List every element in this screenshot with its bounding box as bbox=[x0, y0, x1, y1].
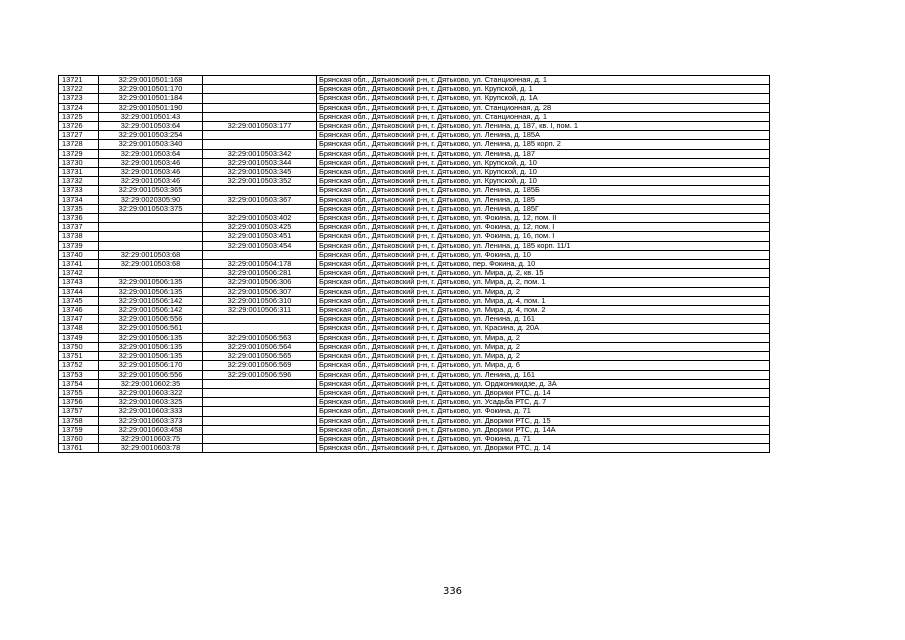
cadastral-number-cell: 32:29:0010602:35 bbox=[99, 379, 203, 388]
table-row bbox=[59, 204, 770, 213]
cadastral-number-cell: 32:29:0010506:135 bbox=[99, 342, 203, 351]
linked-cadastral-number-cell bbox=[203, 112, 317, 121]
address-cell: Брянская обл., Дятьковский р-н, г. Дятьково, ул. Ленина, д. 161 bbox=[317, 315, 770, 324]
cadastral-number-cell: 32:29:0010506:135 bbox=[99, 278, 203, 287]
linked-cadastral-number-cell bbox=[203, 94, 317, 103]
address-cell: Брянская обл., Дятьковский р-н, г. Дятьково, ул. Ленина, д. 185Г bbox=[317, 204, 770, 213]
record-number-cell: 13756 bbox=[59, 398, 99, 407]
address-cell: Брянская обл., Дятьковский р-н, г. Дятьково, ул. Мира, д. 4, пом. 2 bbox=[317, 306, 770, 315]
table-row bbox=[59, 434, 770, 443]
cadastral-number-cell: 32:29:0010603:322 bbox=[99, 388, 203, 397]
linked-cadastral-number-cell bbox=[203, 388, 317, 397]
cadastral-number-cell: 32:29:0010503:64 bbox=[99, 122, 203, 131]
address-cell: Брянская обл., Дятьковский р-н, г. Дятьково, ул. Фокина, д. 71 bbox=[317, 434, 770, 443]
record-number-cell: 13733 bbox=[59, 186, 99, 195]
table-row bbox=[59, 186, 770, 195]
table-row bbox=[59, 214, 770, 223]
address-cell: Брянская обл., Дятьковский р-н, г. Дятьково, ул. Крупской, д. 10 bbox=[317, 168, 770, 177]
address-cell: Брянская обл., Дятьковский р-н, г. Дятьково, ул. Усадьба РТС, д. 7 bbox=[317, 398, 770, 407]
record-number-cell: 13750 bbox=[59, 342, 99, 351]
linked-cadastral-number-cell: 32:29:0010503:345 bbox=[203, 168, 317, 177]
cadastral-number-cell: 32:29:0010503:46 bbox=[99, 158, 203, 167]
record-number-cell: 13726 bbox=[59, 122, 99, 131]
cadastral-number-cell: 32:29:0010503:254 bbox=[99, 131, 203, 140]
address-cell: Брянская обл., Дятьковский р-н, г. Дятьково, ул. Мира, д. 6 bbox=[317, 361, 770, 370]
table-row bbox=[59, 370, 770, 379]
record-number-cell: 13760 bbox=[59, 434, 99, 443]
linked-cadastral-number-cell: 32:29:0010503:344 bbox=[203, 158, 317, 167]
address-cell: Брянская обл., Дятьковский р-н, г. Дятьково, ул. Ленина, д. 187 bbox=[317, 149, 770, 158]
table-row bbox=[59, 388, 770, 397]
cadastral-number-cell: 32:29:0010503:340 bbox=[99, 140, 203, 149]
cadastral-number-cell: 32:29:0010603:325 bbox=[99, 398, 203, 407]
address-cell: Брянская обл., Дятьковский р-н, г. Дятьково, ул. Фокина, д. 12, пом. II bbox=[317, 214, 770, 223]
record-number-cell: 13721 bbox=[59, 76, 99, 85]
cadastral-number-cell: 32:29:0010503:46 bbox=[99, 177, 203, 186]
record-number-cell: 13753 bbox=[59, 370, 99, 379]
address-cell: Брянская обл., Дятьковский р-н, г. Дятьково, ул. Станционная, д. 1 bbox=[317, 112, 770, 121]
record-number-cell: 13751 bbox=[59, 352, 99, 361]
linked-cadastral-number-cell: 32:29:0010503:425 bbox=[203, 223, 317, 232]
record-number-cell: 13757 bbox=[59, 407, 99, 416]
record-number-cell: 13734 bbox=[59, 195, 99, 204]
cadastral-number-cell: 32:29:0010506:142 bbox=[99, 306, 203, 315]
cadastral-number-cell: 32:29:0010503:375 bbox=[99, 204, 203, 213]
table-row bbox=[59, 241, 770, 250]
record-number-cell: 13728 bbox=[59, 140, 99, 149]
linked-cadastral-number-cell bbox=[203, 85, 317, 94]
table-row bbox=[59, 177, 770, 186]
address-cell: Брянская обл., Дятьковский р-н, г. Дятьково, ул. Ленина, д. 161 bbox=[317, 370, 770, 379]
cadastral-number-cell: 32:29:0020305:90 bbox=[99, 195, 203, 204]
linked-cadastral-number-cell bbox=[203, 103, 317, 112]
address-cell: Брянская обл., Дятьковский р-н, г. Дятьково, ул. Ленина, д. 185 bbox=[317, 195, 770, 204]
table-row bbox=[59, 287, 770, 296]
address-cell: Брянская обл., Дятьковский р-н, г. Дятьково, пер. Фокина, д. 10 bbox=[317, 260, 770, 269]
table-row bbox=[59, 398, 770, 407]
table-row bbox=[59, 85, 770, 94]
cadastral-number-cell: 32:29:0010603:75 bbox=[99, 434, 203, 443]
table-row bbox=[59, 260, 770, 269]
record-number-cell: 13730 bbox=[59, 158, 99, 167]
cadastral-number-cell: 32:29:0010506:135 bbox=[99, 352, 203, 361]
record-number-cell: 13759 bbox=[59, 425, 99, 434]
table-row bbox=[59, 361, 770, 370]
record-number-cell: 13738 bbox=[59, 232, 99, 241]
linked-cadastral-number-cell bbox=[203, 425, 317, 434]
record-number-cell: 13752 bbox=[59, 361, 99, 370]
cadastral-number-cell bbox=[99, 223, 203, 232]
address-cell: Брянская обл., Дятьковский р-н, г. Дятьково, ул. Мира, д. 2, кв. 15 bbox=[317, 269, 770, 278]
registry-table bbox=[58, 75, 770, 453]
address-cell: Брянская обл., Дятьковский р-н, г. Дятьково, ул. Дворики РТС, д. 14 bbox=[317, 388, 770, 397]
table-row bbox=[59, 232, 770, 241]
linked-cadastral-number-cell bbox=[203, 140, 317, 149]
cadastral-number-cell: 32:29:0010603:78 bbox=[99, 444, 203, 453]
table-row bbox=[59, 306, 770, 315]
record-number-cell: 13755 bbox=[59, 388, 99, 397]
record-number-cell: 13735 bbox=[59, 204, 99, 213]
address-cell: Брянская обл., Дятьковский р-н, г. Дятьково, ул. Дворики РТС, д. 15 bbox=[317, 416, 770, 425]
cadastral-number-cell: 32:29:0010501:170 bbox=[99, 85, 203, 94]
address-cell: Брянская обл., Дятьковский р-н, г. Дятьково, ул. Крупской, д. 1А bbox=[317, 94, 770, 103]
record-number-cell: 13725 bbox=[59, 112, 99, 121]
cadastral-number-cell bbox=[99, 269, 203, 278]
address-cell: Брянская обл., Дятьковский р-н, г. Дятьково, ул. Мира, д. 2 bbox=[317, 333, 770, 342]
cadastral-number-cell: 32:29:0010506:556 bbox=[99, 315, 203, 324]
table-row bbox=[59, 131, 770, 140]
cadastral-number-cell: 32:29:0010603:373 bbox=[99, 416, 203, 425]
record-number-cell: 13731 bbox=[59, 168, 99, 177]
table-row bbox=[59, 76, 770, 85]
linked-cadastral-number-cell: 32:29:0010506:569 bbox=[203, 361, 317, 370]
cadastral-number-cell: 32:29:0010506:561 bbox=[99, 324, 203, 333]
table-row bbox=[59, 140, 770, 149]
linked-cadastral-number-cell bbox=[203, 416, 317, 425]
table-row bbox=[59, 158, 770, 167]
address-cell: Брянская обл., Дятьковский р-н, г. Дятьково, ул. Красина, д. 20А bbox=[317, 324, 770, 333]
table-row bbox=[59, 94, 770, 103]
table-row bbox=[59, 333, 770, 342]
table-row bbox=[59, 315, 770, 324]
cadastral-number-cell: 32:29:0010506:142 bbox=[99, 296, 203, 305]
address-cell: Брянская обл., Дятьковский р-н, г. Дятьково, ул. Ленина, д. 185Б bbox=[317, 186, 770, 195]
record-number-cell: 13754 bbox=[59, 379, 99, 388]
address-cell: Брянская обл., Дятьковский р-н, г. Дятьково, ул. Крупской, д. 1 bbox=[317, 85, 770, 94]
address-cell: Брянская обл., Дятьковский р-н, г. Дятьково, ул. Фокина, д. 12, пом. I bbox=[317, 223, 770, 232]
address-cell: Брянская обл., Дятьковский р-н, г. Дятьково, ул. Мира, д. 4, пом. 1 bbox=[317, 296, 770, 305]
table-row bbox=[59, 379, 770, 388]
table-row bbox=[59, 149, 770, 158]
cadastral-number-cell: 32:29:0010506:170 bbox=[99, 361, 203, 370]
linked-cadastral-number-cell bbox=[203, 250, 317, 259]
address-cell: Брянская обл., Дятьковский р-н, г. Дятьково, ул. Ленина, д. 185 корп. 11/1 bbox=[317, 241, 770, 250]
address-cell: Брянская обл., Дятьковский р-н, г. Дятьково, ул. Дворики РТС, д. 14 bbox=[317, 444, 770, 453]
address-cell: Брянская обл., Дятьковский р-н, г. Дятьково, ул. Мира, д. 2 bbox=[317, 342, 770, 351]
linked-cadastral-number-cell: 32:29:0010504:178 bbox=[203, 260, 317, 269]
address-cell: Брянская обл., Дятьковский р-н, г. Дятьково, ул. Фокина, д. 71 bbox=[317, 407, 770, 416]
cadastral-number-cell: 32:29:0010506:556 bbox=[99, 370, 203, 379]
linked-cadastral-number-cell: 32:29:0010503:454 bbox=[203, 241, 317, 250]
table-row bbox=[59, 444, 770, 453]
cadastral-number-cell: 32:29:0010603:333 bbox=[99, 407, 203, 416]
cadastral-number-cell: 32:29:0010503:64 bbox=[99, 149, 203, 158]
address-cell: Брянская обл., Дятьковский р-н, г. Дятьково, ул. Мира, д. 2 bbox=[317, 352, 770, 361]
cadastral-number-cell: 32:29:0010501:184 bbox=[99, 94, 203, 103]
address-cell: Брянская обл., Дятьковский р-н, г. Дятьково, ул. Ленина, д. 185А bbox=[317, 131, 770, 140]
table-row bbox=[59, 278, 770, 287]
cadastral-number-cell bbox=[99, 232, 203, 241]
record-number-cell: 13748 bbox=[59, 324, 99, 333]
record-number-cell: 13732 bbox=[59, 177, 99, 186]
record-number-cell: 13761 bbox=[59, 444, 99, 453]
table-row bbox=[59, 223, 770, 232]
table-row bbox=[59, 324, 770, 333]
record-number-cell: 13746 bbox=[59, 306, 99, 315]
address-cell: Брянская обл., Дятьковский р-н, г. Дятьково, ул. Фокина, д. 16, пом. I bbox=[317, 232, 770, 241]
record-number-cell: 13744 bbox=[59, 287, 99, 296]
linked-cadastral-number-cell: 32:29:0010506:310 bbox=[203, 296, 317, 305]
cadastral-number-cell: 32:29:0010503:68 bbox=[99, 250, 203, 259]
address-cell: Брянская обл., Дятьковский р-н, г. Дятьково, ул. Мира, д. 2, пом. 1 bbox=[317, 278, 770, 287]
record-number-cell: 13737 bbox=[59, 223, 99, 232]
table-row bbox=[59, 342, 770, 351]
cadastral-number-cell: 32:29:0010501:190 bbox=[99, 103, 203, 112]
linked-cadastral-number-cell: 32:29:0010503:402 bbox=[203, 214, 317, 223]
linked-cadastral-number-cell: 32:29:0010503:451 bbox=[203, 232, 317, 241]
table-row bbox=[59, 168, 770, 177]
linked-cadastral-number-cell bbox=[203, 434, 317, 443]
linked-cadastral-number-cell bbox=[203, 398, 317, 407]
linked-cadastral-number-cell bbox=[203, 186, 317, 195]
record-number-cell: 13729 bbox=[59, 149, 99, 158]
table-row bbox=[59, 416, 770, 425]
cadastral-number-cell: 32:29:0010506:135 bbox=[99, 333, 203, 342]
linked-cadastral-number-cell: 32:29:0010506:596 bbox=[203, 370, 317, 379]
address-cell: Брянская обл., Дятьковский р-н, г. Дятьково, ул. Фокина, д. 10 bbox=[317, 250, 770, 259]
linked-cadastral-number-cell bbox=[203, 76, 317, 85]
record-number-cell: 13724 bbox=[59, 103, 99, 112]
record-number-cell: 13742 bbox=[59, 269, 99, 278]
cadastral-number-cell: 32:29:0010503:68 bbox=[99, 260, 203, 269]
address-cell: Брянская обл., Дятьковский р-н, г. Дятьково, ул. Орджоникидзе, д. 3А bbox=[317, 379, 770, 388]
linked-cadastral-number-cell: 32:29:0010503:367 bbox=[203, 195, 317, 204]
linked-cadastral-number-cell: 32:29:0010503:352 bbox=[203, 177, 317, 186]
table-row bbox=[59, 112, 770, 121]
table-row bbox=[59, 195, 770, 204]
record-number-cell: 13736 bbox=[59, 214, 99, 223]
linked-cadastral-number-cell: 32:29:0010506:306 bbox=[203, 278, 317, 287]
record-number-cell: 13743 bbox=[59, 278, 99, 287]
address-cell: Брянская обл., Дятьковский р-н, г. Дятьково, ул. Ленина, д. 185 корп. 2 bbox=[317, 140, 770, 149]
table-row bbox=[59, 296, 770, 305]
record-number-cell: 13741 bbox=[59, 260, 99, 269]
record-number-cell: 13740 bbox=[59, 250, 99, 259]
address-cell: Брянская обл., Дятьковский р-н, г. Дятьково, ул. Станционная, д. 1 bbox=[317, 76, 770, 85]
table-row bbox=[59, 122, 770, 131]
record-number-cell: 13745 bbox=[59, 296, 99, 305]
cadastral-number-cell: 32:29:0010603:458 bbox=[99, 425, 203, 434]
linked-cadastral-number-cell bbox=[203, 324, 317, 333]
linked-cadastral-number-cell bbox=[203, 315, 317, 324]
table-row bbox=[59, 425, 770, 434]
linked-cadastral-number-cell: 32:29:0010506:565 bbox=[203, 352, 317, 361]
linked-cadastral-number-cell bbox=[203, 407, 317, 416]
linked-cadastral-number-cell: 32:29:0010503:342 bbox=[203, 149, 317, 158]
record-number-cell: 13723 bbox=[59, 94, 99, 103]
address-cell: Брянская обл., Дятьковский р-н, г. Дятьково, ул. Станционная, д. 28 bbox=[317, 103, 770, 112]
address-cell: Брянская обл., Дятьковский р-н, г. Дятьково, ул. Ленина, д. 187, кв. I, пом. 1 bbox=[317, 122, 770, 131]
address-cell: Брянская обл., Дятьковский р-н, г. Дятьково, ул. Крупской, д. 10 bbox=[317, 158, 770, 167]
address-cell: Брянская обл., Дятьковский р-н, г. Дятьково, ул. Дворики РТС, д. 14А bbox=[317, 425, 770, 434]
table-row bbox=[59, 269, 770, 278]
cadastral-number-cell: 32:29:0010501:43 bbox=[99, 112, 203, 121]
linked-cadastral-number-cell: 32:29:0010506:564 bbox=[203, 342, 317, 351]
record-number-cell: 13722 bbox=[59, 85, 99, 94]
address-cell: Брянская обл., Дятьковский р-н, г. Дятьково, ул. Крупской, д. 10 bbox=[317, 177, 770, 186]
cadastral-number-cell: 32:29:0010503:46 bbox=[99, 168, 203, 177]
table-row bbox=[59, 352, 770, 361]
linked-cadastral-number-cell bbox=[203, 444, 317, 453]
page-number: 336 bbox=[442, 586, 463, 597]
linked-cadastral-number-cell: 32:29:0010506:307 bbox=[203, 287, 317, 296]
linked-cadastral-number-cell: 32:29:0010506:311 bbox=[203, 306, 317, 315]
record-number-cell: 13727 bbox=[59, 131, 99, 140]
record-number-cell: 13739 bbox=[59, 241, 99, 250]
cadastral-number-cell: 32:29:0010501:168 bbox=[99, 76, 203, 85]
record-number-cell: 13749 bbox=[59, 333, 99, 342]
record-number-cell: 13758 bbox=[59, 416, 99, 425]
linked-cadastral-number-cell: 32:29:0010506:281 bbox=[203, 269, 317, 278]
linked-cadastral-number-cell bbox=[203, 204, 317, 213]
cadastral-number-cell: 32:29:0010506:135 bbox=[99, 287, 203, 296]
registry-table-body bbox=[59, 76, 770, 453]
table-row bbox=[59, 407, 770, 416]
table-row bbox=[59, 103, 770, 112]
address-cell: Брянская обл., Дятьковский р-н, г. Дятьково, ул. Мира, д. 2 bbox=[317, 287, 770, 296]
cadastral-number-cell: 32:29:0010503:365 bbox=[99, 186, 203, 195]
linked-cadastral-number-cell bbox=[203, 131, 317, 140]
linked-cadastral-number-cell bbox=[203, 379, 317, 388]
cadastral-number-cell bbox=[99, 214, 203, 223]
cadastral-number-cell bbox=[99, 241, 203, 250]
record-number-cell: 13747 bbox=[59, 315, 99, 324]
linked-cadastral-number-cell: 32:29:0010506:563 bbox=[203, 333, 317, 342]
table-row bbox=[59, 250, 770, 259]
linked-cadastral-number-cell: 32:29:0010503:177 bbox=[203, 122, 317, 131]
